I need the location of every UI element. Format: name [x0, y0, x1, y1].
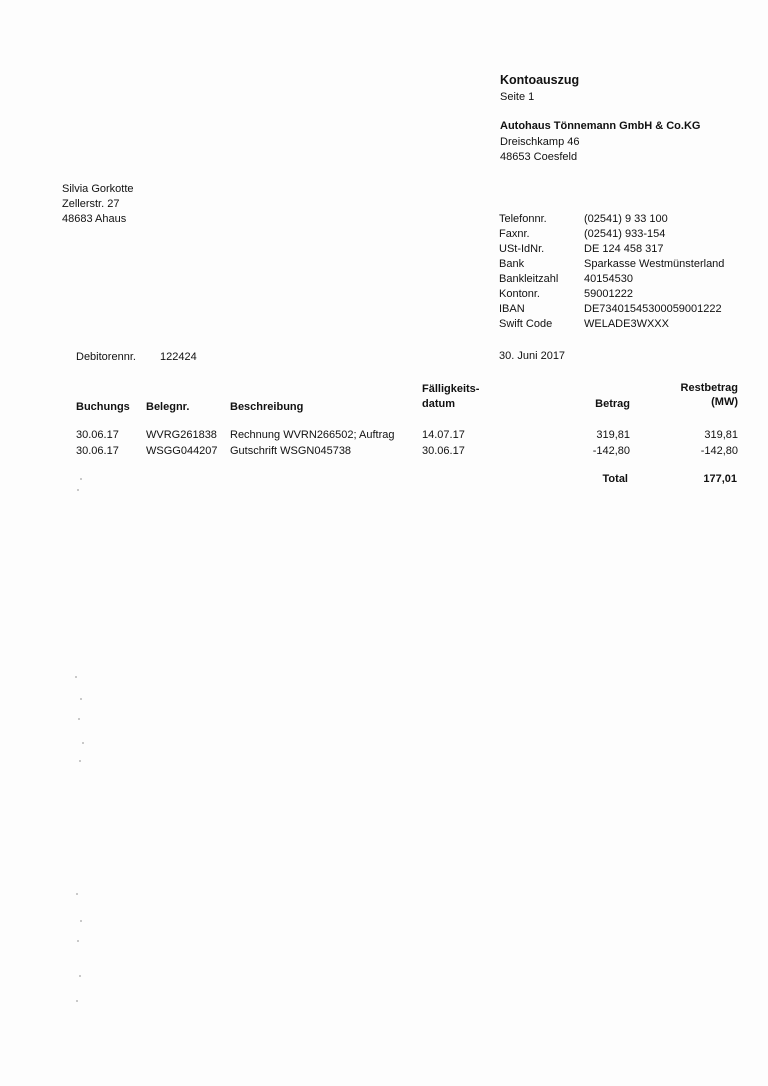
- cell-description: Gutschrift WSGN045738: [230, 445, 352, 457]
- contact-value: (02541) 9 33 100: [584, 213, 668, 225]
- cell-remaining: -142,80: [700, 445, 738, 457]
- contact-value: DE73401545300059001222: [584, 303, 722, 315]
- cell-due: 30.06.17: [422, 445, 465, 457]
- page-number: Seite 1: [500, 91, 535, 103]
- contact-info: [499, 213, 749, 335]
- recipient-street: Zellerstr. 27: [62, 198, 120, 210]
- col-header-due-line1: Fälligkeits-: [422, 383, 480, 395]
- col-header-description: Beschreibung: [230, 401, 304, 413]
- contact-label: USt-IdNr.: [499, 243, 545, 255]
- debtor-label: Debitorennr.: [76, 351, 136, 363]
- company-street: Dreischkamp 46: [500, 136, 580, 148]
- contact-label: Bank: [499, 258, 525, 270]
- recipient-city: 48683 Ahaus: [62, 213, 127, 225]
- contact-value: 40154530: [584, 273, 633, 285]
- contact-value: 59001222: [584, 288, 633, 300]
- cell-date: 30.06.17: [76, 445, 119, 457]
- company-name: Autohaus Tönnemann GmbH & Co.KG: [500, 120, 701, 132]
- contact-label: Telefonnr.: [499, 213, 547, 225]
- cell-due: 14.07.17: [422, 429, 465, 441]
- cell-remaining: 319,81: [704, 429, 738, 441]
- contact-label: Swift Code: [499, 318, 553, 330]
- col-header-doc-no: Belegnr.: [146, 401, 190, 413]
- cell-amount: -142,80: [592, 445, 630, 457]
- col-header-remaining-line1: Restbetrag: [680, 382, 738, 394]
- company-city: 48653 Coesfeld: [500, 151, 578, 163]
- statement-date: 30. Juni 2017: [499, 350, 566, 362]
- contact-value: Sparkasse Westmünsterland: [584, 258, 725, 270]
- contact-value: WELADE3WXXX: [584, 318, 669, 330]
- cell-description: Rechnung WVRN266502; Auftrag: [230, 429, 395, 441]
- debtor-number: 122424: [160, 351, 197, 363]
- contact-label: IBAN: [499, 303, 525, 315]
- col-header-amount: Betrag: [595, 398, 630, 410]
- col-header-due-line2: datum: [422, 398, 455, 410]
- cell-doc-no: WVRG261838: [146, 429, 217, 441]
- cell-date: 30.06.17: [76, 429, 119, 441]
- contact-label: Kontonr.: [499, 288, 540, 300]
- cell-doc-no: WSGG044207: [146, 445, 218, 457]
- contact-label: Faxnr.: [499, 228, 530, 240]
- recipient-name: Silvia Gorkotte: [62, 183, 134, 195]
- contact-value: (02541) 933-154: [584, 228, 666, 240]
- col-header-booking: Buchungs: [76, 401, 130, 413]
- contact-label: Bankleitzahl: [499, 273, 559, 285]
- contact-value: DE 124 458 317: [584, 243, 664, 255]
- total-value: 177,01: [703, 473, 737, 485]
- cell-amount: 319,81: [596, 429, 630, 441]
- document-title: Kontoauszug: [500, 73, 580, 87]
- total-label: Total: [602, 473, 628, 485]
- col-header-remaining-line2: (MW): [711, 396, 738, 408]
